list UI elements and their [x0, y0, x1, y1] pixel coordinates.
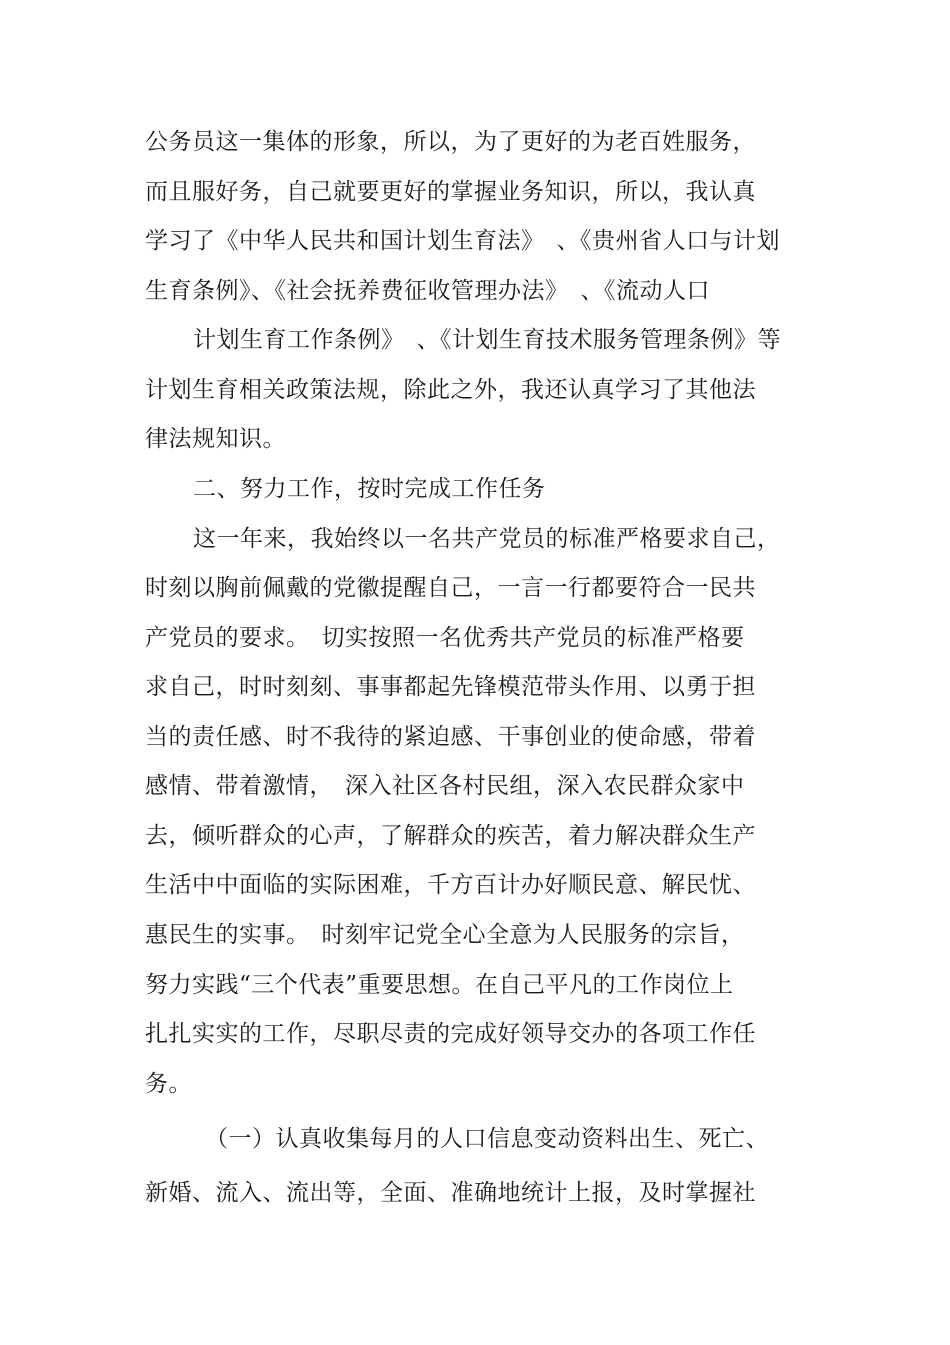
text-line: 生育条例》、《社会抚养费征收管理办法》 、《流动人口 [145, 278, 710, 304]
text-line: 感情、带着激情， 深入社区各村民组，深入农民群众家中 [145, 773, 745, 799]
text-line: 计划生育相关政策法规，除此之外，我还认真学习了其他法 [145, 377, 756, 403]
text-line: 公务员这一集体的形象，所以，为了更好的为老百姓服务， [145, 129, 756, 155]
text-line: 产党员的要求。 切实按照一名优秀共产党员的标准严格要 [145, 625, 745, 651]
text-line: 新婚、流入、流出等，全面、准确地统计上报，及时掌握社 [145, 1180, 756, 1206]
text-line: 当的责任感、时不我待的紧迫感、干事创业的使命感，带着 [145, 724, 756, 750]
text-line: 而且服好务，自己就要更好的掌握业务知识，所以，我认真 [145, 179, 756, 205]
section-heading: 二、努力工作，按时完成工作任务 [193, 476, 546, 502]
text-line: 计划生育工作条例》 、《计划生育技术服务管理条例》等 [193, 327, 781, 353]
text-line: 努力实践“三个代表”重要思想。在自己平凡的工作岗位上 [145, 972, 734, 998]
text-line: 惠民生的实事。 时刻牢记党全心全意为人民服务的宗旨， [145, 922, 745, 948]
text-line: 求自己，时时刻刻、事事都起先锋模范带头作用、以勇于担 [145, 674, 756, 700]
text-line: 生活中中面临的实际困难，千方百计办好顺民意、解民忧、 [145, 872, 756, 898]
text-line: 去，倾听群众的心声，了解群众的疾苦，着力解决群众生产 [145, 823, 756, 849]
text-line: 这一年来，我始终以一名共产党员的标准严格要求自己， [193, 526, 781, 552]
text-line: 扎扎实实的工作，尽职尽责的完成好领导交办的各项工作任 [145, 1021, 756, 1047]
text-line: 学习了《中华人民共和国计划生育法》 、《贵州省人口与计划 [145, 228, 780, 254]
text-line: 务。 [145, 1071, 192, 1097]
text-line: 时刻以胸前佩戴的党徽提醒自己，一言一行都要符合一民共 [145, 575, 756, 601]
text-line: （一）认真收集每月的人口信息变动资料出生、死亡、 [205, 1126, 769, 1152]
text-line: 律法规知识。 [145, 426, 286, 452]
